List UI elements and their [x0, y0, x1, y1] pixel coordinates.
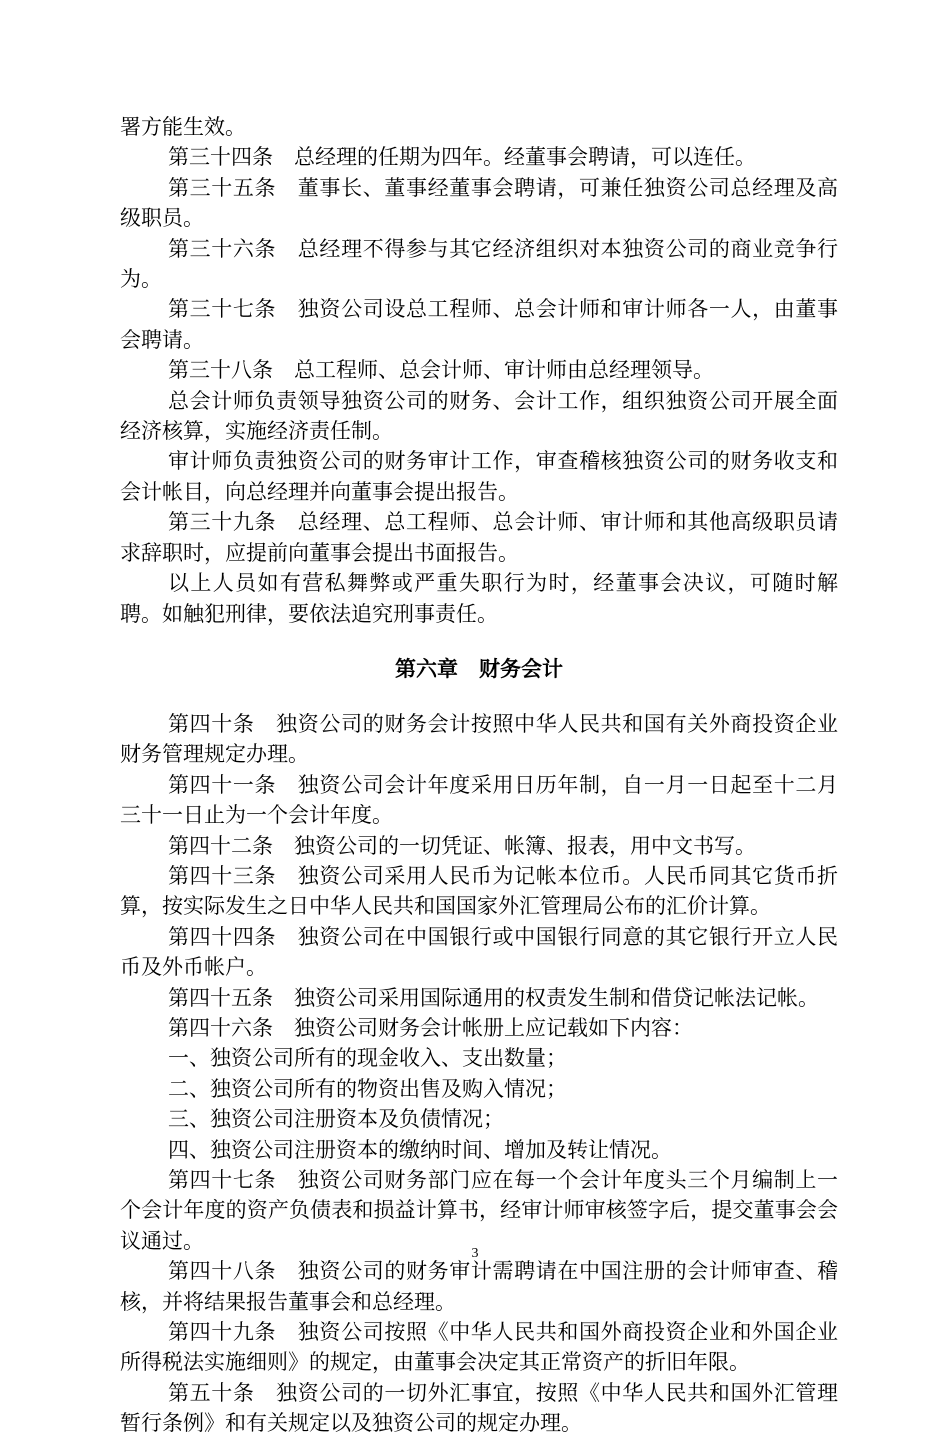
paragraph: 第四十条 独资公司的财务会计按照中华人民共和国有关外商投资企业财务管理规定办理。 [120, 711, 838, 767]
paragraph: 第四十六条 独资公司财务会计帐册上应记载如下内容： [168, 1015, 693, 1040]
paragraph: 第四十九条 独资公司按照《中华人民共和国外商投资企业和外国企业所得税法实施细则》的规定，由董事会决定其正常资产的折旧年限。 [120, 1320, 838, 1375]
paragraph: 第四十七条 独资公司财务部门应在每一个会计年度头三个月编制上一个会计年度的资产负债表和损益计算书，经审计师审核签字后，提交董事会会议通过。 [120, 1168, 838, 1253]
paragraph: 四、独资公司注册资本的缴纳时间、增加及转让情况。 [168, 1137, 672, 1162]
paragraph: 总会计师负责领导独资公司的财务、会计工作，组织独资公司开展全面经济核算，实施经济责任制。 [120, 388, 838, 444]
document-body [120, 112, 838, 1439]
paragraph: 第三十六条 总经理不得参与其它经济组织对本独资公司的商业竞争行为。 [120, 236, 838, 292]
paragraph: 审计师负责独资公司的财务审计工作，审查稽核独资公司的财务收支和会计帐目，向总经理并向董事会提出报告。 [120, 449, 838, 504]
paragraph: 第四十八条 独资公司的财务审计需聘请在中国注册的会计师审查、稽核，并将结果报告董事会和总经理。 [120, 1259, 838, 1314]
paragraph: 第四十一条 独资公司会计年度采用日历年制，自一月一日起至十二月三十一日止为一个会计年度。 [120, 772, 838, 828]
paragraph: 三、独资公司注册资本及负债情况； [168, 1107, 504, 1132]
paragraph: 第三十八条 总工程师、总会计师、审计师由总经理领导。 [168, 358, 714, 383]
paragraph: 第四十三条 独资公司采用人民币为记帐本位币。人民币同其它货币折算，按实际发生之日中华人民共和国国家外汇管理局公布的汇价计算。 [120, 863, 838, 919]
paragraph: 第四十五条 独资公司采用国际通用的权责发生制和借贷记帐法记帐。 [168, 985, 819, 1010]
paragraph: 第三十五条 董事长、董事经董事会聘请，可兼任独资公司总经理及高级职员。 [120, 175, 838, 231]
paragraph: 第四十二条 独资公司的一切凭证、帐簿、报表，用中文书写。 [168, 833, 756, 858]
paragraph: 第五十条 独资公司的一切外汇事宜，按照《中华人民共和国外汇管理暂行条例》和有关规定以及独资公司的规定办理。 [120, 1380, 838, 1436]
articles-section-before [120, 112, 838, 629]
paragraph: 一、独资公司所有的现金收入、支出数量； [168, 1046, 567, 1071]
paragraph: 第三十七条 独资公司设总工程师、总会计师和审计师各一人，由董事会聘请。 [120, 297, 838, 352]
paragraph: 署方能生效。 [120, 115, 246, 139]
paragraph: 二、独资公司所有的物资出售及购入情况； [168, 1076, 567, 1101]
articles-section-after [120, 709, 838, 1439]
chapter-heading: 第六章 财务会计 [395, 656, 563, 681]
paragraph: 第三十九条 总经理、总工程师、总会计师、审计师和其他高级职员请求辞职时，应提前向董事会提出书面报告。 [120, 510, 838, 565]
paragraph: 第三十四条 总经理的任期为四年。经董事会聘请，可以连任。 [168, 145, 756, 170]
paragraph: 以上人员如有营私舞弊或严重失职行为时，经董事会决议，可随时解聘。如触犯刑律，要依法追究刑事责任。 [120, 571, 838, 626]
paragraph: 第四十四条 独资公司在中国银行或中国银行同意的其它银行开立人民币及外币帐户。 [120, 924, 838, 980]
page-number: 3 [471, 1246, 479, 1261]
